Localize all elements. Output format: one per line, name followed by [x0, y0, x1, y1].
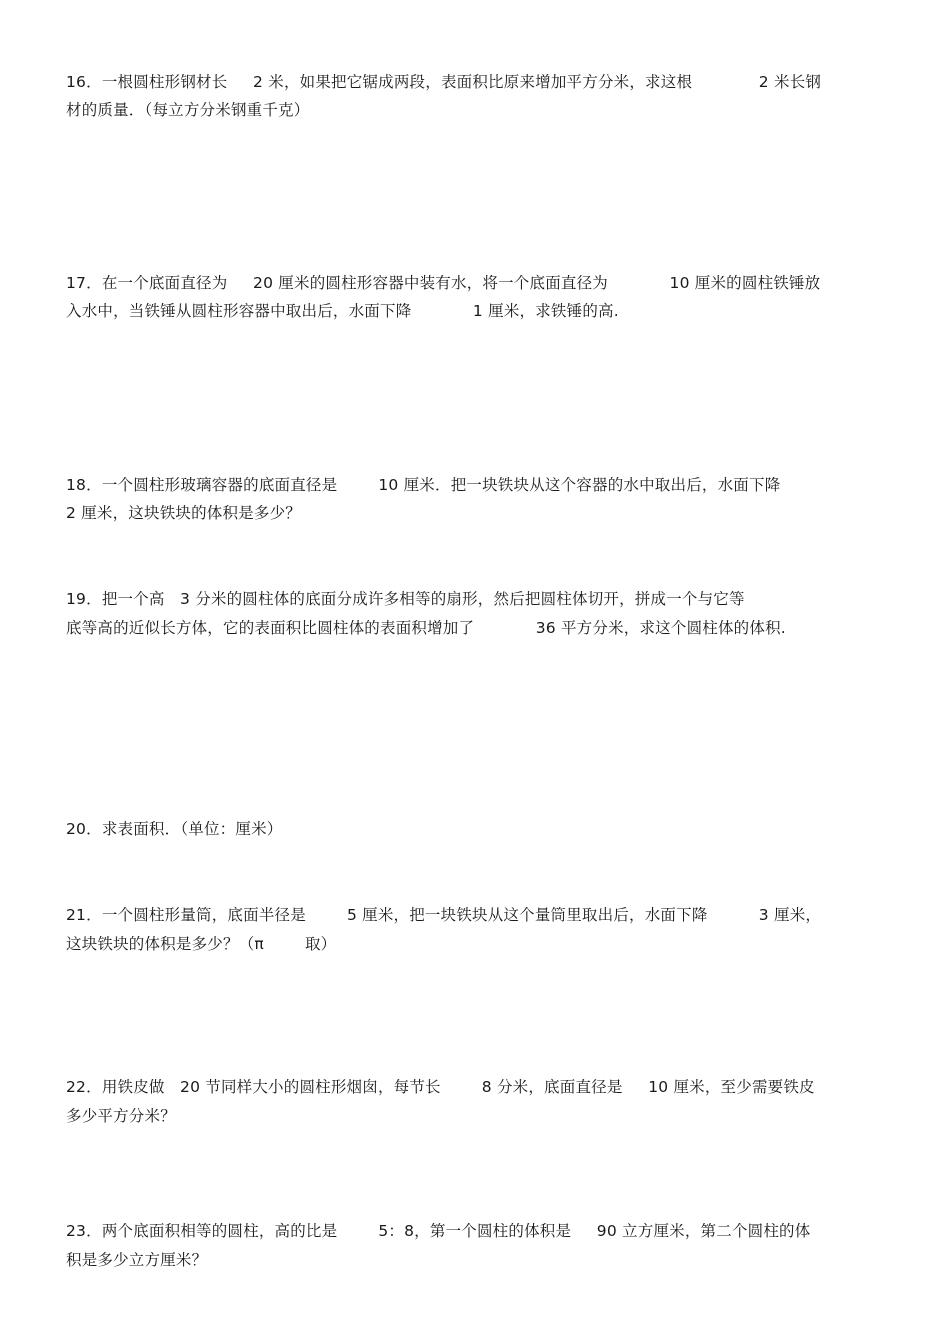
- question-text-line: 17．在一个底面直径为 20 厘米的圆柱形容器中装有水，将一个底面直径为 10 厘米的圆柱铁锤放: [66, 274, 821, 292]
- question-text-line: 18．一个圆柱形玻璃容器的底面直径是 10 厘米．把一块铁块从这个容器的水中取出后，水面下降: [66, 476, 781, 494]
- question-text-line: 2 厘米，这块铁块的体积是多少？: [66, 504, 301, 522]
- question-text-line: 22．用铁皮做 20 节同样大小的圆柱形烟囱，每节长 8 分米，底面直径是 10 厘米，至少需要铁皮: [66, 1078, 815, 1096]
- question-text-line: 21．一个圆柱形量筒，底面半径是 5 厘米，把一块铁块从这个量筒里取出后，水面下降 3 厘米，: [66, 906, 822, 924]
- question-text-line: 23．两个底面积相等的圆柱，高的比是 5：8，第一个圆柱的体积是 90 立方厘米，第二个圆柱的体: [66, 1222, 811, 1240]
- question-text-line: 底等高的近似长方体，它的表面积比圆柱体的表面积增加了 36 平方分米，求这个圆柱体的体积.: [66, 619, 786, 637]
- question-text-line: 材的质量．（每立方分米钢重千克）: [66, 101, 310, 119]
- question-text-line: 这块铁块的体积是多少？（π 取）: [66, 935, 337, 953]
- question-text-line: 16．一根圆柱形钢材长 2 米，如果把它锯成两段，表面积比原来增加平方分米，求这根 2 米长钢: [66, 73, 822, 91]
- question-text-line: 多少平方分米？: [66, 1107, 176, 1125]
- question-text-line: 积是多少立方厘米？: [66, 1251, 208, 1269]
- question-text-line: 入水中，当铁锤从圆柱形容器中取出后，水面下降 1 厘米，求铁锤的高.: [66, 302, 619, 320]
- question-text-line: 19．把一个高 3 分米的圆柱体的底面分成许多相等的扇形，然后把圆柱体切开，拼成一个与它等: [66, 590, 745, 608]
- question-text-line: 20．求表面积．（单位：厘米）: [66, 820, 283, 838]
